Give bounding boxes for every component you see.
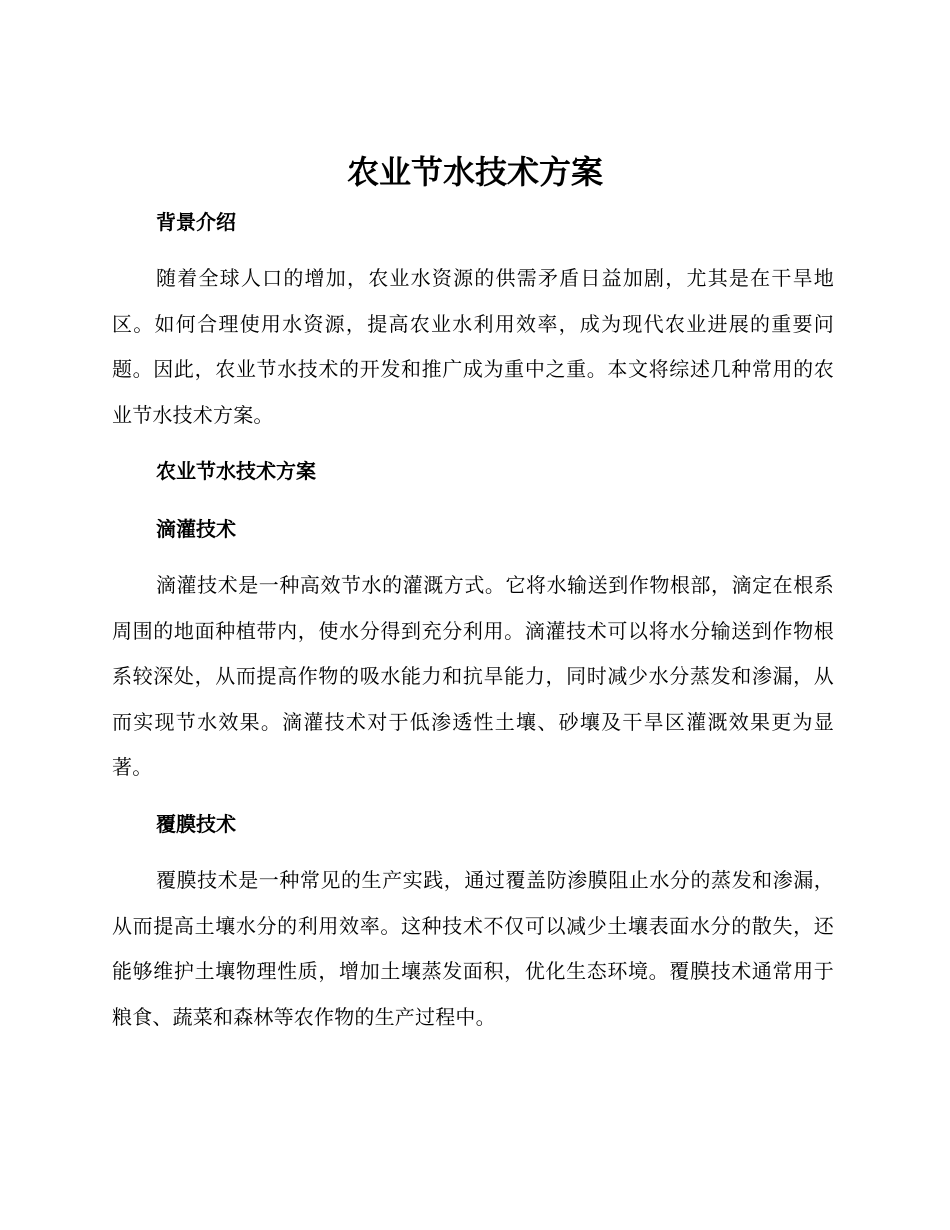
document-title: 农业节水技术方案 — [346, 153, 603, 191]
section-heading-film-mulching: 覆膜技术 — [156, 812, 236, 836]
paragraph-film-mulching: 覆膜技术是一种常见的生产实践，通过覆盖防渗膜阻止水分的蒸发和渗漏，从而提高土壤水分的利用效率。这种技术不仅可以减少土壤表面水分的散失，还能够维护土壤物理性质，增加土壤蒸发面积，优化生态环境。覆膜技术通常用于粮食、蔬菜和森林等农作物的生产过程中。 — [112, 868, 834, 1029]
paragraph-background: 随着全球人口的增加，农业水资源的供需矛盾日益加剧，尤其是在干旱地区。如何合理使用水资源，提高农业水利用效率，成为现代农业进展的重要问题。因此，农业节水技术的开发和推广成为重中之重。本文将综述几种常用的农业节水技术方案。 — [112, 266, 834, 427]
paragraph-drip-irrigation: 滴灌技术是一种高效节水的灌溉方式。它将水输送到作物根部，滴定在根系周围的地面种植带内，使水分得到充分利用。滴灌技术可以将水分输送到作物根系较深处，从而提高作物的吸水能力和抗旱能力，同时减少水分蒸发和渗漏，从而实现节水效果。滴灌技术对于低渗透性土壤、砂壤及干旱区灌溉效果更为显著。 — [112, 573, 834, 779]
section-heading-drip-irrigation: 滴灌技术 — [156, 517, 236, 541]
section-heading-solutions: 农业节水技术方案 — [156, 459, 316, 483]
section-heading-background: 背景介绍 — [156, 210, 236, 234]
